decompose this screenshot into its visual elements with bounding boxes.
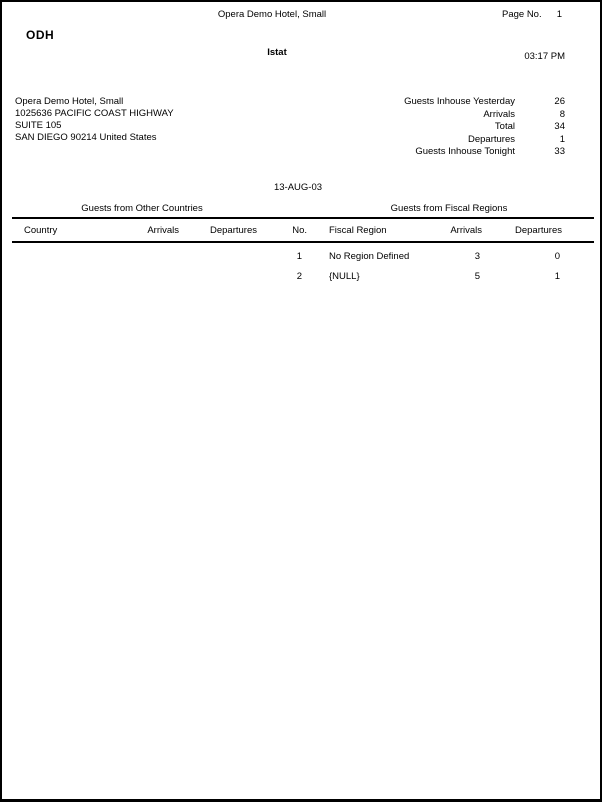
summary-row: [265, 96, 565, 109]
address-line: SUITE 105: [15, 120, 62, 131]
cell-arrivals: 3: [474, 251, 480, 262]
column-header-fiscal-region: Fiscal Region: [329, 225, 387, 236]
cell-departures: 0: [554, 251, 560, 262]
summary-row: [265, 134, 565, 147]
hotel-address-block: [15, 96, 174, 144]
table-divider-top: [12, 217, 594, 219]
summary-row: [265, 146, 565, 159]
address-line: Opera Demo Hotel, Small: [15, 96, 124, 107]
page-number-value: 1: [556, 9, 562, 20]
address-line: 1025636 PACIFIC COAST HIGHWAY: [15, 108, 174, 119]
summary-label: Total: [494, 121, 515, 133]
cell-row-number: 2: [296, 271, 302, 282]
table-divider-bottom: [12, 241, 594, 243]
summary-row: [265, 109, 565, 122]
summary-value: 33: [554, 146, 565, 158]
header-hotel-name: Opera Demo Hotel, Small: [217, 9, 327, 20]
summary-label: Guests Inhouse Yesterday: [404, 96, 515, 107]
column-header-no: No.: [292, 225, 307, 236]
summary-value: 1: [559, 133, 565, 145]
column-header-countries-departures: Departures: [210, 225, 257, 236]
summary-value: 8: [559, 108, 565, 120]
hotel-logo: ODH: [26, 28, 55, 42]
guest-summary-block: [265, 96, 565, 159]
column-header-fiscal-arrivals: Arrivals: [450, 225, 482, 236]
address-line: SAN DIEGO 90214 United States: [15, 132, 157, 143]
section-title-other-countries: Guests from Other Countries: [81, 203, 203, 214]
report-date: 13-AUG-03: [273, 182, 323, 193]
summary-label: Departures: [468, 133, 515, 145]
summary-label: Guests Inhouse Tonight: [415, 146, 515, 158]
report-time: 03:17 PM: [524, 51, 565, 62]
column-header-country: Country: [24, 225, 58, 236]
cell-arrivals: 5: [474, 271, 480, 282]
column-header-fiscal-departures: Departures: [515, 225, 562, 236]
report-title: Istat: [267, 47, 287, 58]
section-title-fiscal-regions: Guests from Fiscal Regions: [390, 203, 508, 214]
page-number-label: Page No.: [502, 9, 542, 20]
cell-row-number: 1: [296, 251, 302, 262]
cell-departures: 1: [554, 271, 560, 282]
cell-fiscal-region: No Region Defined: [329, 251, 410, 262]
cell-fiscal-region: {NULL}: [329, 271, 360, 282]
summary-value: 26: [554, 96, 565, 107]
column-header-countries-arrivals: Arrivals: [147, 225, 179, 236]
summary-row: [265, 121, 565, 134]
summary-label: Arrivals: [483, 108, 515, 120]
summary-value: 34: [554, 121, 565, 133]
